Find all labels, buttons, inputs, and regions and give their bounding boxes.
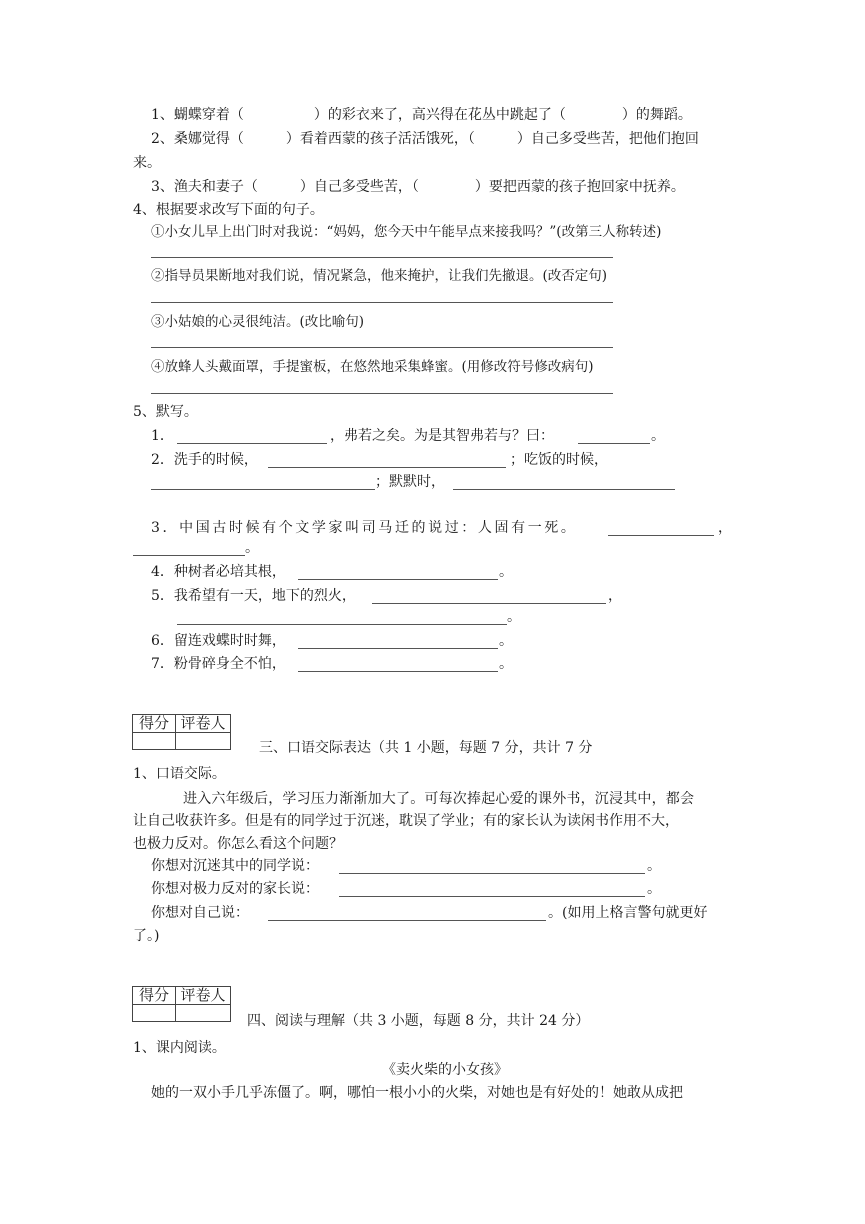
rewrite-heading: 4、根据要求改写下面的句子。 [133,202,324,218]
score-box [132,714,231,750]
dictation-1-num: 1． [151,428,174,444]
dictation-blank[interactable] [608,535,714,536]
dictation-blank[interactable] [133,555,245,556]
question-2-line2: 来。 [133,155,161,171]
dictation-4-text: 4．种树者必培其根， [151,564,286,580]
story-para-1: 她的一双小手几乎冻僵了。啊，哪怕一根小小的火柴，对她也是有好处的！她敢从成把 [151,1085,683,1101]
answer-prompt-3: 你想对自己说： [151,905,249,921]
dictation-6-end: 。 [499,633,513,649]
grader-label: 评卷人 [176,715,231,733]
dictation-7-end: 。 [499,656,513,672]
dictation-blank[interactable] [578,443,650,444]
grader-cell[interactable] [176,1005,231,1022]
dictation-blank[interactable] [298,579,498,580]
dictation-blank[interactable] [298,648,498,649]
section-3-para-1: 进入六年级后，学习压力渐渐加大了。可每次捧起心爱的课外书，沉浸其中，都会 [183,791,695,807]
section-3-title: 三、口语交际表达（共 1 小题，每题 7 分，共计 7 分 [259,740,593,756]
dictation-1-end: 。 [651,428,665,444]
dictation-heading: 5、默写。 [133,404,198,420]
grader-cell[interactable] [176,733,231,750]
answer-line[interactable] [268,920,546,921]
grader-label: 评卷人 [176,987,231,1005]
section-4-title: 四、阅读与理解（共 3 小题，每题 8 分，共计 24 分） [247,1013,590,1029]
dictation-blank[interactable] [372,603,606,604]
section-4-question: 1、课内阅读。 [133,1040,226,1056]
story-title: 《卖火柴的小女孩》 [382,1062,508,1078]
dictation-5-comma: ， [608,588,622,604]
rewrite-item-4: ④放蜂人头戴面罩，手提蜜板，在悠然地采集蜂蜜。(用修改符号修改病句) [151,359,594,375]
question-1: 1、蝴蝶穿着（ ）的彩衣来了，高兴得在花丛中跳起了（ ）的舞蹈。 [151,107,692,123]
score-label: 得分 [133,715,176,733]
question-3: 3、渔夫和妻子（ ）自己多受些苦，（ ）要把西蒙的孩子抱回家中抚养。 [151,179,685,195]
dictation-blank[interactable] [151,489,375,490]
answer-line[interactable] [151,347,613,348]
dictation-blank[interactable] [453,489,675,490]
dictation-blank[interactable] [268,467,506,468]
dictation-3-text: 3．中国古时候有个文学家叫司马迁的说过：人固有一死。 [151,520,578,536]
score-cell[interactable] [133,1005,176,1022]
score-box [132,986,231,1022]
section-3-question: 1、口语交际。 [133,766,226,782]
score-cell[interactable] [133,733,176,750]
dictation-blank[interactable] [177,443,327,444]
dictation-2-text-b: ；吃饭的时候， [510,452,608,468]
dictation-4-end: 。 [499,564,513,580]
dictation-blank[interactable] [298,671,498,672]
dictation-2-text: 2．洗手的时候， [151,452,258,468]
dictation-3-end: 。 [245,540,259,556]
answer-line[interactable] [151,393,613,394]
question-2-line1: 2、桑娜觉得（ ）看着西蒙的孩子活活饿死，（ ）自己多受些苦，把他们抱回 [151,131,699,147]
dictation-2-text-c: ；默默时， [375,474,445,490]
rewrite-item-3: ③小姑娘的心灵很纯洁。(改比喻句) [151,314,365,330]
answer-end-2: 。 [647,881,661,897]
dictation-5-text: 5．我希望有一天，地下的烈火， [151,588,356,604]
answer-prompt-2: 你想对极力反对的家长说： [151,881,319,897]
rewrite-item-1: ①小女儿早上出门时对我说：“妈妈，您今天中午能早点来接我吗？”(改第三人称转述) [151,224,662,240]
dictation-6-text: 6．留连戏蝶时时舞， [151,633,286,649]
section-3-para-2: 让自己收获许多。但是有的同学过于沉迷，耽误了学业；有的家长认为读闲书作用不大， [133,813,679,829]
answer-tail-3: 。(如用上格言警句就更好 [548,905,708,921]
dictation-1-text: ，弗若之矣。为是其智弗若与？曰： [330,428,554,444]
answer-tail-3b: 了。) [133,928,160,944]
score-label: 得分 [133,987,176,1005]
answer-line[interactable] [339,896,645,897]
answer-line[interactable] [339,873,645,874]
dictation-7-text: 7．粉骨碎身全不怕， [151,656,286,672]
answer-line[interactable] [151,257,613,258]
dictation-3-comma: ， [718,520,732,536]
section-3-para-3: 也极力反对。你怎么看这个问题？ [133,836,343,852]
answer-end-1: 。 [647,858,661,874]
rewrite-item-2: ②指导员果断地对我们说，情况紧急，他来掩护，让我们先撤退。(改否定句) [151,268,608,284]
dictation-blank[interactable] [177,624,507,625]
answer-prompt-1: 你想对沉迷其中的同学说： [151,858,319,874]
answer-line[interactable] [151,302,613,303]
dictation-5-end: 。 [507,609,521,625]
